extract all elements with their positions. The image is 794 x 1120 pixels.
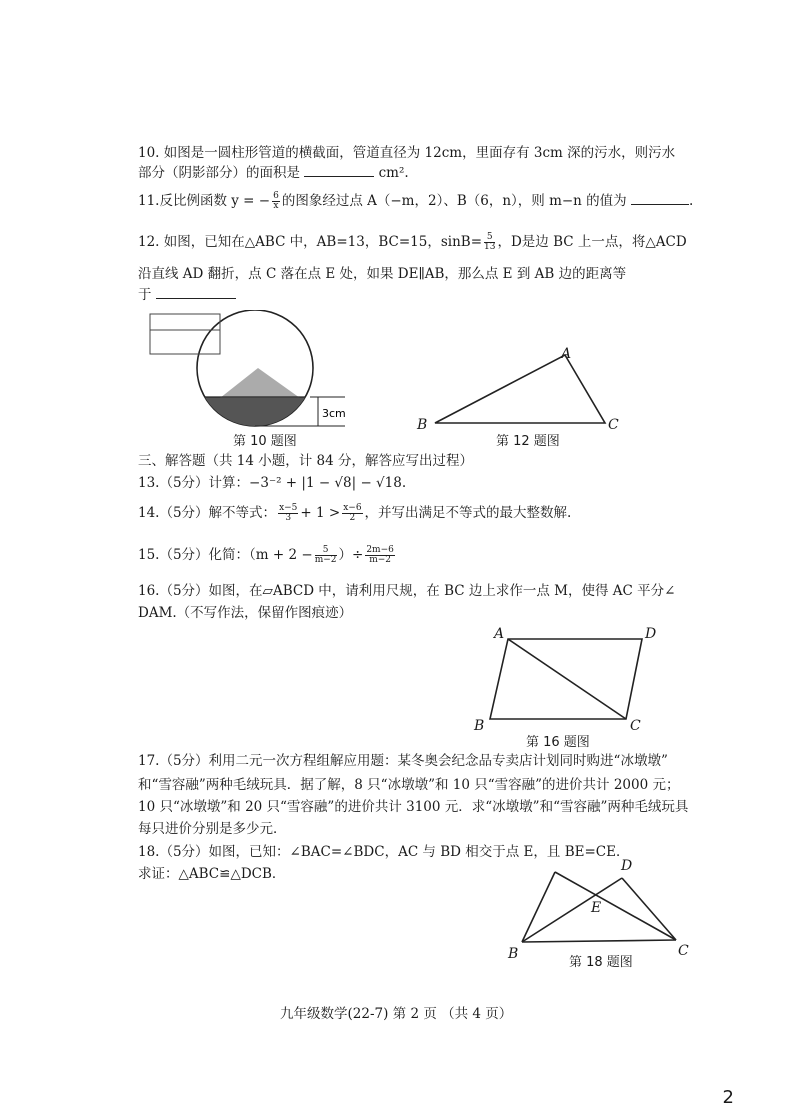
segment-bc — [522, 940, 676, 942]
q14-f1-num: x−5 — [279, 503, 298, 513]
scan-artifact-box — [150, 314, 220, 354]
q14-fraction-1 — [278, 504, 298, 523]
q10-answer-blank — [304, 164, 374, 177]
q14-f1-den: 3 — [285, 513, 292, 523]
q11-pre: 11.反比例函数 y = − — [138, 193, 271, 209]
q12-line1 — [138, 233, 687, 252]
q12-fraction — [484, 233, 495, 252]
q13: 13.（5分）计算：−3⁻² + |1 − √8| − √18. — [138, 475, 407, 491]
q15-f1-num: 5 — [315, 546, 337, 556]
figure-18-caption: 第 18 题图 — [569, 955, 633, 970]
q10-text: 部分（阴影部分）的面积是 — [138, 165, 300, 181]
sewage-mound — [220, 368, 300, 398]
q14-pre: 14.（5分）解不等式： — [138, 505, 277, 521]
figure-16 — [480, 633, 650, 723]
q14-f2-num: x−6 — [343, 503, 362, 513]
fig18-label-e: E — [591, 900, 602, 916]
q15 — [138, 546, 397, 565]
q11-answer-blank — [631, 192, 689, 205]
q12-line3-text: 于 — [138, 287, 152, 303]
q14-f2-den: 2 — [349, 513, 356, 523]
fig12-label-b: B — [417, 417, 428, 433]
section-3-heading: 三、解答题（共 14 小题，计 84 分，解答应写出过程） — [138, 453, 474, 469]
q17-line4: 每只进价分别是多少元． — [138, 821, 287, 837]
q16-line2: DAM.（不写作法，保留作图痕迹） — [138, 605, 353, 621]
q11-fraction — [272, 192, 280, 211]
q18-line2: 求证：△ABC≌△DCB． — [138, 866, 286, 882]
q12-line2: 沿直线 AD 翻折，点 C 落在点 E 处，如果 DE∥AB，那么点 E 到 AB 边的距离等 — [138, 266, 627, 282]
figure-10-caption: 第 10 题图 — [233, 434, 297, 449]
q17-line3: 10 只“冰墩墩”和 20 只“雪容融”的进价共计 3100 元．求“冰墩墩”和“雪容融”两种毛绒玩具 — [138, 799, 689, 815]
fig16-label-b: B — [474, 718, 485, 734]
page-number: 2 — [722, 1087, 734, 1108]
q11-post: 的图象经过点 A（−m，2）、B（6，n），则 m−n 的值为 — [281, 193, 627, 209]
triangle-abc — [435, 355, 605, 423]
figure-12-caption: 第 12 题图 — [496, 434, 560, 449]
fig18-label-d: D — [621, 858, 633, 874]
q12-line3 — [138, 286, 236, 304]
q15-f2-num: 2m−6 — [366, 545, 394, 555]
fig16-label-c: C — [630, 718, 641, 734]
segment-dc — [622, 878, 676, 940]
q15-f2-den: m−2 — [369, 555, 391, 565]
fig12-label-c: C — [608, 417, 619, 433]
figure-10 — [140, 310, 360, 440]
q16-line1: 16.（5分）如图，在▱ABCD 中，请利用尺规，在 BC 边上求作一点 M，使得 AC 平分∠ — [138, 583, 676, 599]
q17-line2: 和“雪容融”两种毛绒玩具．据了解，8 只“冰墩墩”和 10 只“雪容融”的进价共计 2000 元； — [138, 777, 680, 793]
q12-frac-num: 5 — [484, 233, 495, 243]
q15-mid: ）÷ — [338, 547, 364, 563]
diagonal-ac — [508, 639, 626, 719]
q11-frac-num: 6 — [273, 191, 279, 201]
fig16-label-a: A — [494, 626, 505, 642]
fig18-label-c: C — [678, 943, 689, 959]
fig18-label-b: B — [508, 946, 519, 962]
q12-pre: 12. 如图，已知在△ABC 中，AB=13，BC=15，sinB= — [138, 234, 483, 250]
figure-12 — [415, 345, 635, 435]
q14 — [138, 504, 571, 523]
page-footer: 九年级数学(22-7) 第 2 页 （共 4 页） — [280, 1006, 513, 1022]
q10-line2 — [138, 164, 409, 182]
q14-post: ，并写出满足不等式的最大整数解. — [364, 505, 572, 521]
q12-frac-den: 13 — [484, 242, 496, 252]
q11-end: . — [688, 193, 694, 209]
depth-label: 3cm — [322, 407, 346, 420]
q15-pre: 15.（5分）化简：（m + 2 − — [138, 547, 313, 563]
q10-line1: 10. 如图是一圆柱形管道的横截面，管道直径为 12cm，里面存有 3cm 深的污水，则污水 — [138, 145, 676, 161]
q14-mid: + 1 > — [300, 505, 341, 521]
q12-post: ，D是边 BC 上一点，将△ACD — [497, 234, 687, 250]
q15-fraction-2 — [365, 546, 395, 565]
q10-unit: cm². — [378, 165, 409, 181]
q11 — [138, 192, 693, 211]
q15-f1-den: m−2 — [314, 555, 337, 565]
q17-line1: 17.（5分）利用二元一次方程组解应用题：某冬奥会纪念品专卖店计划同时购进“冰墩墩” — [138, 753, 668, 769]
fig16-label-d: D — [645, 626, 657, 642]
q14-fraction-2 — [342, 504, 362, 523]
q11-frac-den: x — [273, 201, 279, 211]
q12-answer-blank — [156, 286, 236, 299]
figure-16-caption: 第 16 题图 — [526, 735, 590, 750]
fig12-label-a: A — [561, 346, 572, 362]
q15-fraction-1 — [315, 546, 337, 565]
q18-line1: 18.（5分）如图，已知：∠BAC=∠BDC，AC 与 BD 相交于点 E，且 BE=CE． — [138, 844, 630, 860]
